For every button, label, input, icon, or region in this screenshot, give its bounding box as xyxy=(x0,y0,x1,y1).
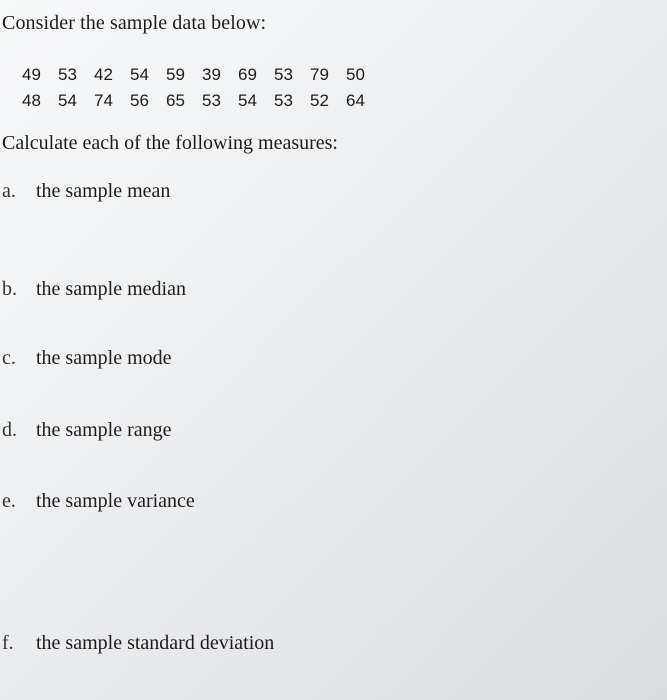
data-value: 50 xyxy=(346,65,365,84)
data-value: 48 xyxy=(22,91,41,110)
item-letter: f. xyxy=(2,632,14,654)
instruction-text: Calculate each of the following measures: xyxy=(2,132,338,154)
data-value: 52 xyxy=(310,91,329,110)
data-value: 53 xyxy=(274,65,293,84)
item-letter: e. xyxy=(2,490,16,512)
data-value: 53 xyxy=(202,91,221,110)
item-text: the sample variance xyxy=(36,490,195,512)
item-text: the sample mean xyxy=(36,180,171,202)
sample-data-table xyxy=(22,62,382,114)
data-value: 64 xyxy=(346,91,365,110)
data-value: 59 xyxy=(166,65,185,84)
question-item-d xyxy=(2,419,172,442)
question-item-b xyxy=(2,278,186,301)
data-row xyxy=(22,62,382,88)
question-item-f xyxy=(2,632,274,655)
data-value: 74 xyxy=(94,91,113,110)
item-text: the sample range xyxy=(36,419,172,441)
item-text: the sample standard deviation xyxy=(36,632,275,654)
data-value: 54 xyxy=(130,65,149,84)
data-value: 42 xyxy=(94,65,113,84)
item-letter: b. xyxy=(2,278,17,300)
data-value: 39 xyxy=(202,65,221,84)
data-value: 65 xyxy=(166,91,185,110)
data-value: 56 xyxy=(130,91,149,110)
data-value: 49 xyxy=(22,65,41,84)
data-row xyxy=(22,88,382,114)
item-letter: d. xyxy=(2,419,17,441)
data-value: 69 xyxy=(238,65,257,84)
data-value: 79 xyxy=(310,65,329,84)
data-value: 54 xyxy=(238,91,257,110)
question-item-e xyxy=(2,490,195,513)
data-value: 53 xyxy=(274,91,293,110)
item-text: the sample median xyxy=(36,278,186,300)
item-text: the sample mode xyxy=(36,347,172,369)
data-value: 54 xyxy=(58,91,77,110)
data-value: 53 xyxy=(58,65,77,84)
item-letter: a. xyxy=(2,180,16,202)
question-item-c xyxy=(2,347,172,370)
item-letter: c. xyxy=(2,347,16,369)
question-item-a xyxy=(2,180,170,203)
problem-title: Consider the sample data below: xyxy=(2,12,267,34)
